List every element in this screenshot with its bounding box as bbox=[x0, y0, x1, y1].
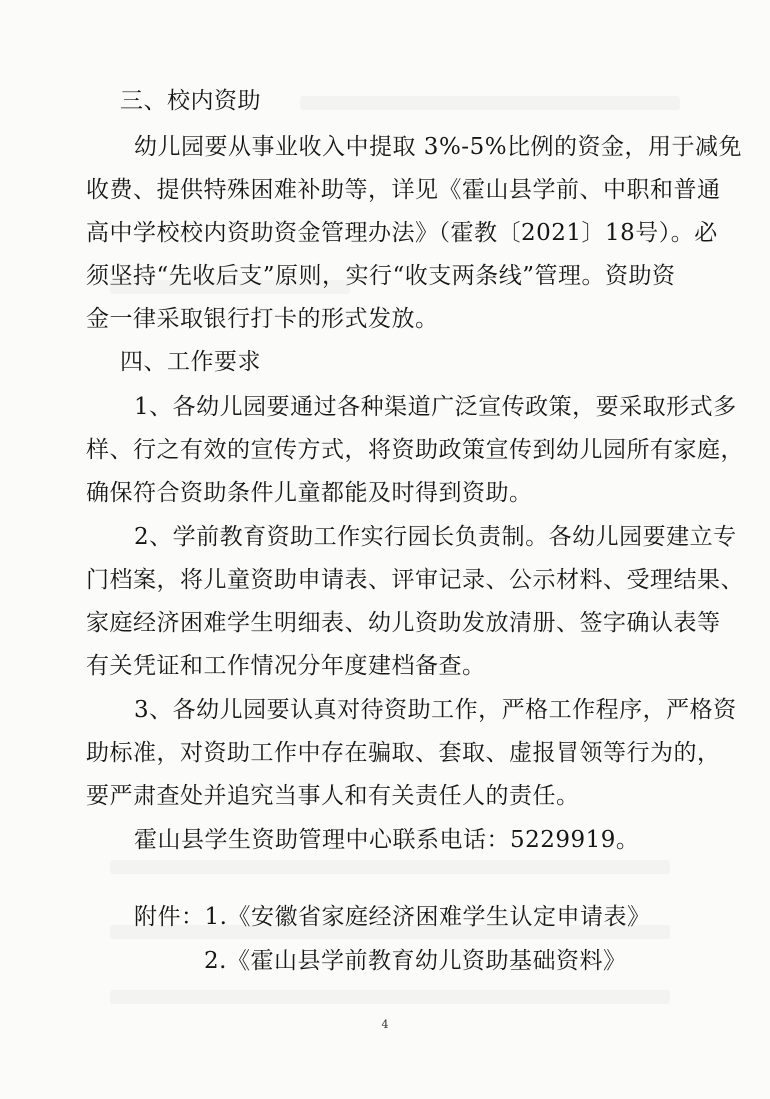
paragraph-line: 高中学校校内资助资金管理办法》（霍教〔2021〕18号）。必 bbox=[86, 220, 718, 246]
paragraph-line: 门档案，将儿童资助申请表、评审记录、公示材料、受理结果、 bbox=[86, 567, 744, 593]
bleed-mark bbox=[110, 860, 670, 874]
paragraph-line: 有关凭证和工作情况分年度建档备查。 bbox=[86, 653, 486, 679]
paragraph-line: 2、学前教育资助工作实行园长负责制。各幼儿园要建立专 bbox=[134, 524, 737, 550]
contact-line: 霍山县学生资助管理中心联系电话：5229919。 bbox=[134, 827, 640, 853]
paragraph-line: 助标准，对资助工作中存在骗取、套取、虚报冒领等行为的， bbox=[86, 740, 721, 766]
section-heading-3: 三、校内资助 bbox=[120, 88, 261, 114]
paragraph-line: 幼儿园要从事业收入中提取 3%-5%比例的资金，用于减免 bbox=[134, 134, 743, 160]
paragraph-line: 确保符合资助条件儿童都能及时得到资助。 bbox=[86, 480, 533, 506]
bleed-mark bbox=[110, 990, 670, 1004]
paragraph-line: 收费、提供特殊困难补助等，详见《霍山县学前、中职和普通 bbox=[86, 177, 721, 203]
attachment-line-1: 附件：1.《安徽省家庭经济困难学生认定申请表》 bbox=[134, 904, 651, 930]
paragraph-line: 要严肃查处并追究当事人和有关责任人的责任。 bbox=[86, 783, 580, 809]
page-number: 4 bbox=[381, 1018, 389, 1031]
paragraph-line: 金一律采取银行打卡的形式发放。 bbox=[86, 306, 439, 332]
paragraph-line: 3、各幼儿园要认真对待资助工作，严格工作程序，严格资 bbox=[134, 697, 737, 723]
section-heading-4: 四、工作要求 bbox=[120, 349, 261, 375]
paragraph-line: 须坚持“先收后支”原则，实行“收支两条线”管理。资助资 bbox=[86, 263, 676, 289]
bleed-mark bbox=[300, 96, 680, 110]
attachment-line-2: 2.《霍山县学前教育幼儿资助基础资料》 bbox=[204, 948, 627, 974]
paragraph-line: 样、行之有效的宣传方式，将资助政策宣传到幼儿园所有家庭， bbox=[86, 437, 744, 463]
paragraph-line: 家庭经济困难学生明细表、幼儿资助发放清册、签字确认表等 bbox=[86, 610, 721, 636]
paragraph-line: 1、各幼儿园要通过各种渠道广泛宣传政策，要采取形式多 bbox=[134, 394, 737, 420]
